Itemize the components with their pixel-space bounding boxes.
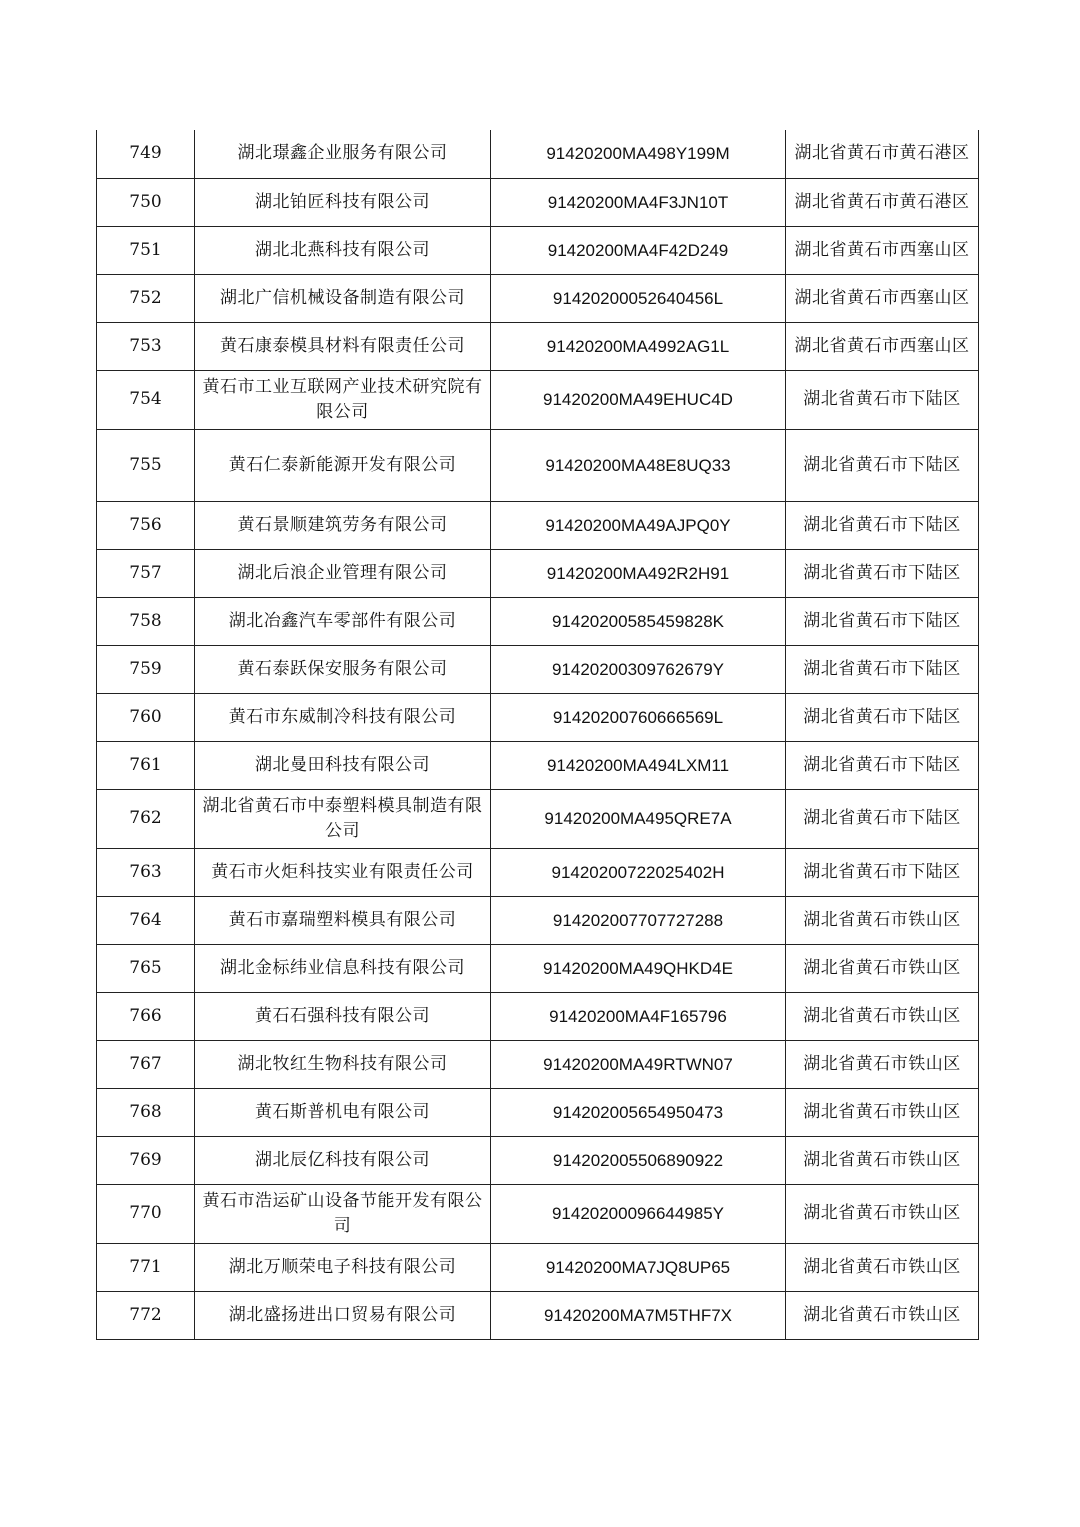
- company-name: 黄石康泰模具材料有限责任公司: [195, 322, 491, 370]
- row-number: 759: [97, 645, 195, 693]
- credit-code: 91420200MA494LXM11: [491, 741, 786, 789]
- company-name: 湖北璟鑫企业服务有限公司: [195, 130, 491, 178]
- credit-code: 91420200309762679Y: [491, 645, 786, 693]
- credit-code: 91420200MA4F42D249: [491, 226, 786, 274]
- table-row: [97, 789, 979, 848]
- district: 湖北省黄石市下陆区: [786, 597, 979, 645]
- table-row: [97, 848, 979, 896]
- company-name: 湖北北燕科技有限公司: [195, 226, 491, 274]
- company-table: [96, 130, 979, 1340]
- credit-code: 91420200MA498Y199M: [491, 130, 786, 178]
- row-number: 769: [97, 1136, 195, 1184]
- district: 湖北省黄石市铁山区: [786, 1136, 979, 1184]
- table-row: [97, 992, 979, 1040]
- credit-code: 91420200MA4F165796: [491, 992, 786, 1040]
- table-row: [97, 944, 979, 992]
- company-name: 湖北盛扬进出口贸易有限公司: [195, 1291, 491, 1339]
- district: 湖北省黄石市铁山区: [786, 1243, 979, 1291]
- company-name: 黄石仁泰新能源开发有限公司: [195, 429, 491, 501]
- credit-code: 914202005506890922: [491, 1136, 786, 1184]
- credit-code: 91420200MA49EHUC4D: [491, 370, 786, 429]
- company-name: 黄石斯普机电有限公司: [195, 1088, 491, 1136]
- table-row: [97, 597, 979, 645]
- credit-code: 91420200MA492R2H91: [491, 549, 786, 597]
- table-row: [97, 322, 979, 370]
- district: 湖北省黄石市下陆区: [786, 848, 979, 896]
- table-row: [97, 549, 979, 597]
- table-row: [97, 1040, 979, 1088]
- company-name: 湖北铂匠科技有限公司: [195, 178, 491, 226]
- table-row: [97, 741, 979, 789]
- row-number: 753: [97, 322, 195, 370]
- row-number: 756: [97, 501, 195, 549]
- table-row: [97, 130, 979, 178]
- company-name: 湖北金标纬业信息科技有限公司: [195, 944, 491, 992]
- credit-code: 91420200MA49QHKD4E: [491, 944, 786, 992]
- table-row: [97, 274, 979, 322]
- row-number: 766: [97, 992, 195, 1040]
- district: 湖北省黄石市下陆区: [786, 645, 979, 693]
- row-number: 764: [97, 896, 195, 944]
- district: 湖北省黄石市西塞山区: [786, 274, 979, 322]
- company-name: 湖北牧红生物科技有限公司: [195, 1040, 491, 1088]
- district: 湖北省黄石市下陆区: [786, 549, 979, 597]
- credit-code: 914202007707727288: [491, 896, 786, 944]
- district: 湖北省黄石市黄石港区: [786, 130, 979, 178]
- credit-code: 91420200MA7M5THF7X: [491, 1291, 786, 1339]
- credit-code: 91420200722025402H: [491, 848, 786, 896]
- row-number: 758: [97, 597, 195, 645]
- table-row: [97, 1291, 979, 1339]
- company-name: 黄石泰跃保安服务有限公司: [195, 645, 491, 693]
- table-row: [97, 370, 979, 429]
- table-row: [97, 1184, 979, 1243]
- table-body: [97, 130, 979, 1339]
- row-number: 755: [97, 429, 195, 501]
- row-number: 749: [97, 130, 195, 178]
- company-name: 湖北后浪企业管理有限公司: [195, 549, 491, 597]
- credit-code: 91420200MA7JQ8UP65: [491, 1243, 786, 1291]
- credit-code: 91420200MA48E8UQ33: [491, 429, 786, 501]
- district: 湖北省黄石市西塞山区: [786, 226, 979, 274]
- credit-code: 91420200MA495QRE7A: [491, 789, 786, 848]
- row-number: 762: [97, 789, 195, 848]
- table-row: [97, 1136, 979, 1184]
- credit-code: 914202005654950473: [491, 1088, 786, 1136]
- credit-code: 91420200MA4992AG1L: [491, 322, 786, 370]
- table-row: [97, 1088, 979, 1136]
- district: 湖北省黄石市下陆区: [786, 370, 979, 429]
- district: 湖北省黄石市铁山区: [786, 992, 979, 1040]
- district: 湖北省黄石市下陆区: [786, 741, 979, 789]
- district: 湖北省黄石市铁山区: [786, 1184, 979, 1243]
- table-row: [97, 501, 979, 549]
- company-name: 黄石市浩运矿山设备节能开发有限公司: [195, 1184, 491, 1243]
- credit-code: 91420200096644985Y: [491, 1184, 786, 1243]
- table-row: [97, 645, 979, 693]
- company-name: 湖北万顺荣电子科技有限公司: [195, 1243, 491, 1291]
- row-number: 750: [97, 178, 195, 226]
- company-name: 湖北省黄石市中泰塑料模具制造有限公司: [195, 789, 491, 848]
- credit-code: 91420200585459828K: [491, 597, 786, 645]
- row-number: 771: [97, 1243, 195, 1291]
- company-name: 黄石市工业互联网产业技术研究院有限公司: [195, 370, 491, 429]
- company-name: 黄石景顺建筑劳务有限公司: [195, 501, 491, 549]
- table-row: [97, 693, 979, 741]
- district: 湖北省黄石市下陆区: [786, 693, 979, 741]
- district: 湖北省黄石市黄石港区: [786, 178, 979, 226]
- company-name: 黄石石强科技有限公司: [195, 992, 491, 1040]
- company-name: 黄石市东威制冷科技有限公司: [195, 693, 491, 741]
- company-name: 湖北辰亿科技有限公司: [195, 1136, 491, 1184]
- district: 湖北省黄石市铁山区: [786, 944, 979, 992]
- row-number: 770: [97, 1184, 195, 1243]
- table-row: [97, 178, 979, 226]
- company-name: 湖北广信机械设备制造有限公司: [195, 274, 491, 322]
- company-name: 黄石市嘉瑞塑料模具有限公司: [195, 896, 491, 944]
- row-number: 765: [97, 944, 195, 992]
- credit-code: 91420200MA49RTWN07: [491, 1040, 786, 1088]
- row-number: 760: [97, 693, 195, 741]
- credit-code: 91420200MA4F3JN10T: [491, 178, 786, 226]
- credit-code: 91420200760666569L: [491, 693, 786, 741]
- table-row: [97, 429, 979, 501]
- table-row: [97, 226, 979, 274]
- district: 湖北省黄石市铁山区: [786, 1040, 979, 1088]
- district: 湖北省黄石市铁山区: [786, 896, 979, 944]
- district: 湖北省黄石市铁山区: [786, 1088, 979, 1136]
- table-row: [97, 1243, 979, 1291]
- company-name: 湖北冶鑫汽车零部件有限公司: [195, 597, 491, 645]
- district: 湖北省黄石市铁山区: [786, 1291, 979, 1339]
- table-row: [97, 896, 979, 944]
- credit-code: 91420200052640456L: [491, 274, 786, 322]
- row-number: 752: [97, 274, 195, 322]
- row-number: 754: [97, 370, 195, 429]
- row-number: 757: [97, 549, 195, 597]
- district: 湖北省黄石市西塞山区: [786, 322, 979, 370]
- company-name: 湖北曼田科技有限公司: [195, 741, 491, 789]
- row-number: 761: [97, 741, 195, 789]
- district: 湖北省黄石市下陆区: [786, 429, 979, 501]
- row-number: 768: [97, 1088, 195, 1136]
- district: 湖北省黄石市下陆区: [786, 501, 979, 549]
- credit-code: 91420200MA49AJPQ0Y: [491, 501, 786, 549]
- row-number: 751: [97, 226, 195, 274]
- company-name: 黄石市火炬科技实业有限责任公司: [195, 848, 491, 896]
- row-number: 772: [97, 1291, 195, 1339]
- row-number: 767: [97, 1040, 195, 1088]
- district: 湖北省黄石市下陆区: [786, 789, 979, 848]
- row-number: 763: [97, 848, 195, 896]
